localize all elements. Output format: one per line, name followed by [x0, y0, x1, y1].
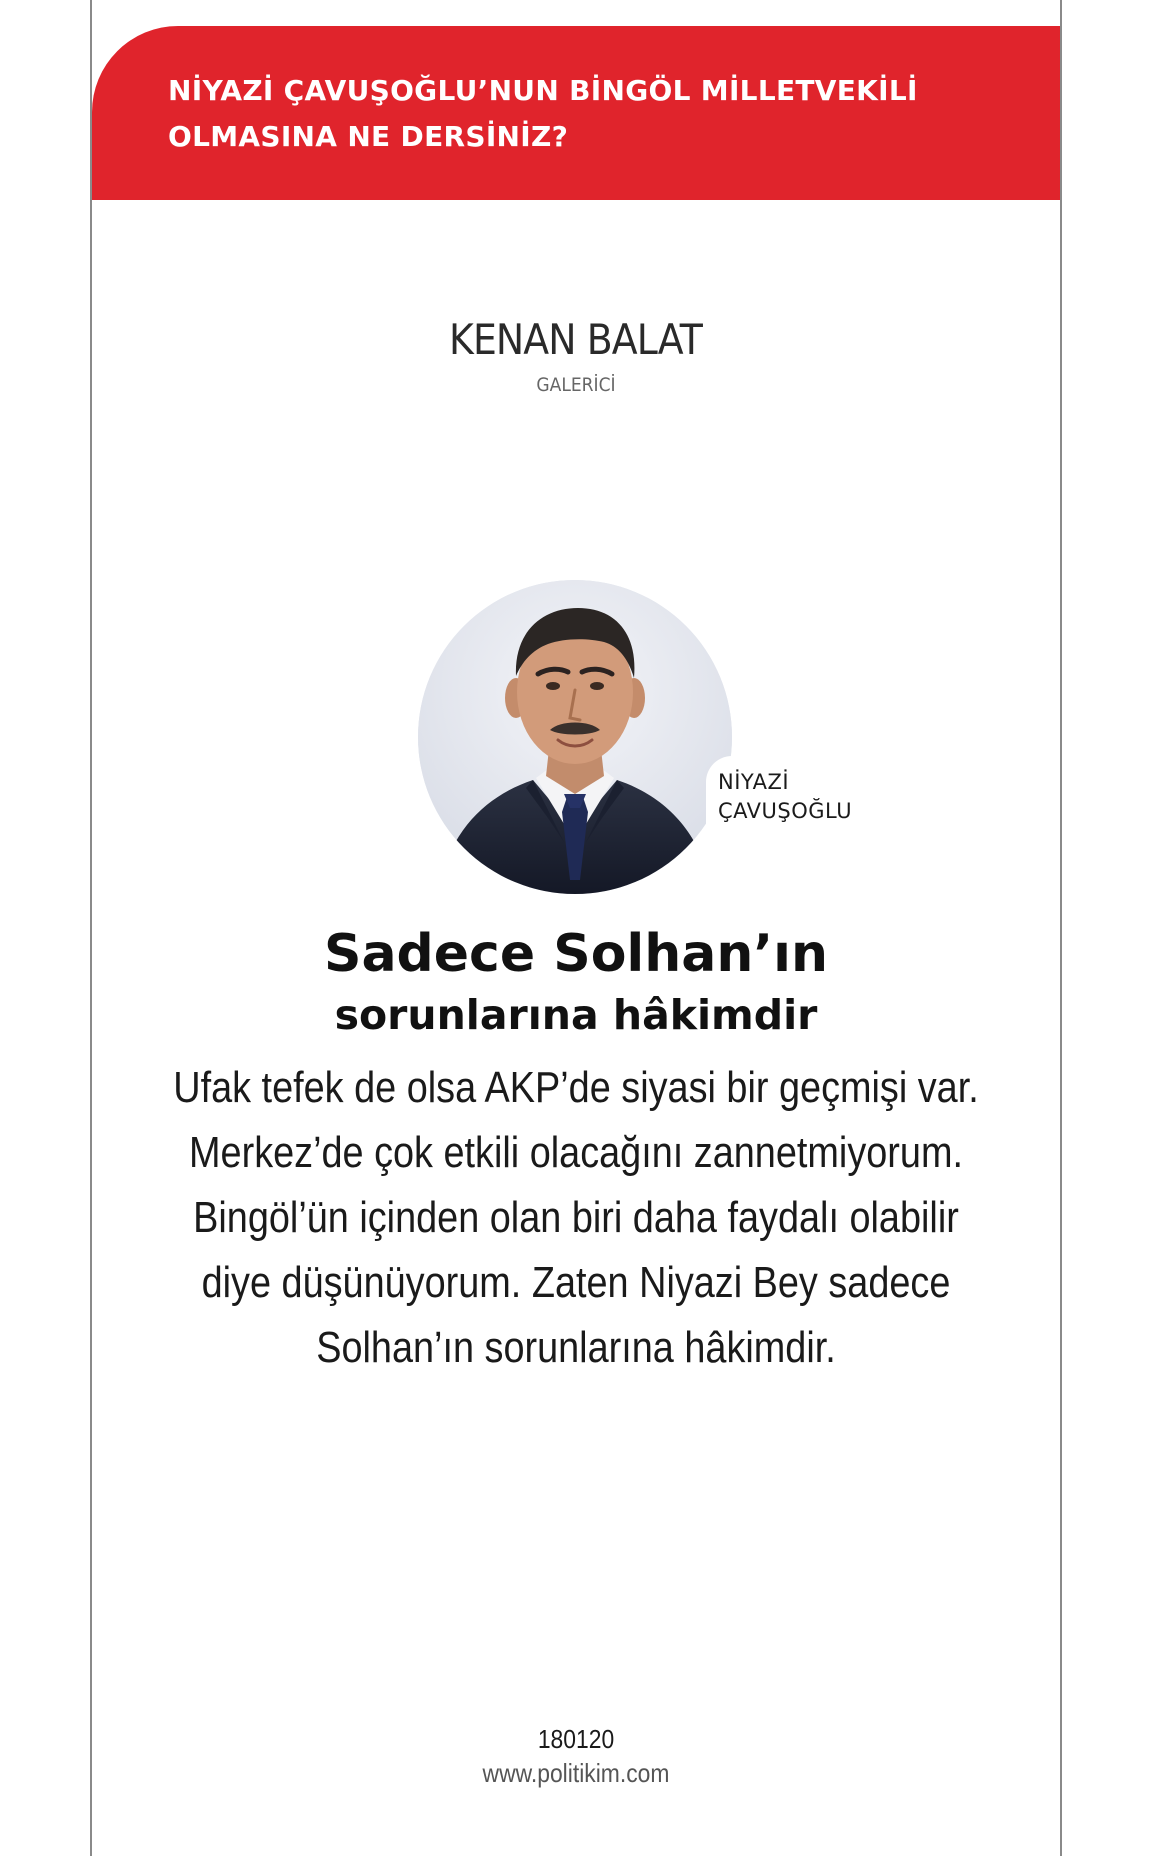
portrait-illustration	[418, 580, 732, 894]
subject-first-name: NİYAZİ	[718, 770, 790, 794]
author-name: KENAN BALAT	[449, 315, 703, 364]
quote-line: Bingöl’ün içinden olan biri daha faydalı olabilir	[193, 1193, 959, 1242]
subject-name-tag	[706, 756, 864, 836]
subject-last-name: ÇAVUŞOĞLU	[718, 799, 853, 823]
author-block	[92, 312, 1060, 396]
header-banner	[92, 26, 1060, 200]
subject-portrait	[418, 580, 732, 894]
quote-text	[92, 1055, 1060, 1380]
banner-title: NİYAZİ ÇAVUŞOĞLU’NUN BİNGÖL MİLLETVEKİLİ OLMASINA NE DERSİNİZ?	[168, 74, 918, 153]
footer-code: 180120	[537, 1724, 615, 1754]
headline-line-2: sorunlarına hâkimdir	[334, 991, 818, 1039]
quote-line: diye düşünüyorum. Zaten Niyazi Bey sadece	[201, 1258, 951, 1307]
quote-line: Merkez’de çok etkili olacağını zannetmiyorum.	[189, 1128, 963, 1177]
quote-line: Ufak tefek de olsa AKP’de siyasi bir geçmişi var.	[173, 1063, 979, 1112]
headline	[92, 920, 1060, 1042]
headline-line-1: Sadece Solhan’ın	[324, 924, 828, 984]
quote-line: Solhan’ın sorunlarına hâkimdir.	[316, 1323, 836, 1372]
author-role: GALERİCİ	[536, 374, 616, 396]
footer-website-link[interactable]: www.politikim.com	[482, 1758, 670, 1788]
footer	[92, 1722, 1060, 1790]
